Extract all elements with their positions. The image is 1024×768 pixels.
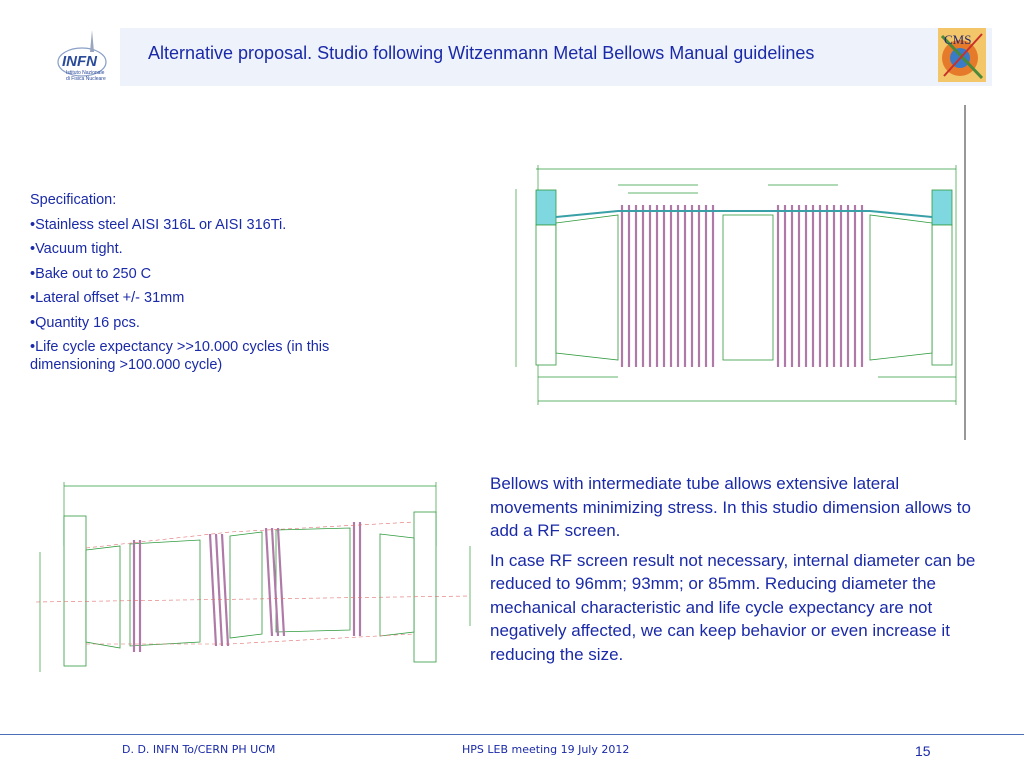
slide-title: Alternative proposal. Studio following Witzenmann Metal Bellows Manual guidelines <box>148 43 815 63</box>
spec-heading: Specification: <box>30 192 117 208</box>
svg-text:di Fisica Nucleare: di Fisica Nucleare <box>66 76 106 82</box>
spec-item: •Life cycle expectancy >>10.000 cycles (in this dimensioning >100.000 cycle) <box>30 339 330 373</box>
specification-list <box>30 188 400 374</box>
description-paragraph: In case RF screen result not necessary, internal diameter can be reduced to 96mm; 93mm; or 85mm. Reducing diameter the mechanical characteristic and life cycle expectancy are not negatively affected, we can keep behavior or even increase it reducing the size. <box>490 550 976 664</box>
footer-meeting: HPS LEB meeting 19 July 2012 <box>462 743 630 756</box>
spec-item: •Stainless steel AISI 316L or AISI 316Ti. <box>30 216 287 233</box>
svg-text:Istituto Nazionale: Istituto Nazionale <box>66 70 105 76</box>
cms-logo <box>938 28 986 82</box>
page-number: 15 <box>915 743 931 759</box>
svg-text:INFN: INFN <box>62 53 97 70</box>
footer-divider <box>0 734 1024 735</box>
footer-author: D. D. INFN To/CERN PH UCM <box>122 743 276 756</box>
description-text <box>490 472 980 672</box>
spec-item: •Lateral offset +/- 31mm <box>30 290 185 306</box>
bellows-drawing-top <box>498 105 968 445</box>
bellows-drawing-lateral-offset <box>30 476 476 676</box>
spec-item: •Bake out to 250 C <box>30 265 152 282</box>
svg-text:CMS: CMS <box>944 32 972 47</box>
spec-item: •Quantity 16 pcs. <box>30 314 140 331</box>
infn-logo <box>52 22 118 84</box>
spec-item: •Vacuum tight. <box>30 241 123 257</box>
description-paragraph: Bellows with intermediate tube allows extensive lateral movements minimizing stress. In this studio dimension allows to add a RF screen. <box>490 474 971 540</box>
